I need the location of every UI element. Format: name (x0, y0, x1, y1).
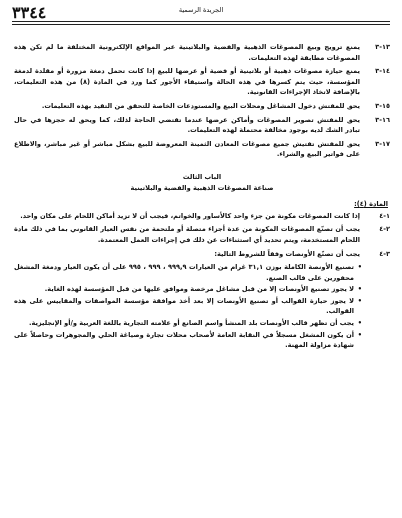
clause-text: يحق للمفتش دخول المشاغل ومحلات البيع والمستودعات الخاصة للتحقق من التقيد بهذه التعليمات. (41, 101, 360, 110)
clause-4-2 (14, 224, 390, 245)
article-label: المادة (٤): (354, 200, 388, 209)
conditions-list (14, 262, 390, 351)
clause-text: يمنع حيازة مصوغات ذهبية أو بلاتينية أو فضية أو عرضها للبيع إذا كانت تحمل دمغة مزورة أو مقلدة لدمغة المؤسسة، حيث يتم كسرها في هذه الحالة واستيفاء الأجور كما ورد في المادة (٨) من هذه التعليمات، بالإضافة لاتخاذ الإجراءات القانونية. (14, 67, 361, 97)
clause-3-17 (14, 139, 390, 160)
clause-number: ١٧-٣ (375, 139, 390, 148)
clause-4-1 (14, 211, 390, 222)
chapter-heading (14, 172, 390, 193)
clause-text: يمنع ترويج وبيع المصوغات الذهبية والفضية والبلاتينية عبر المواقع الإلكترونية المختلفة ما لم تكن هذه المصوغات مطابقة لهذه التعليمات. (14, 43, 360, 62)
clause-3-15 (14, 101, 390, 112)
clause-number: ٢-٤ (379, 225, 390, 234)
clause-3-14 (14, 66, 390, 98)
clause-4-3 (14, 249, 390, 260)
clause-text: يحق للمفتش تفتيش جميع مصوغات المعادن الثمينة المعروضة للبيع بشكل مباشر أو غير مباشر، والاطلاع على فواتير البيع والشراء. (14, 139, 360, 159)
clause-number: ١٦-٣ (375, 115, 390, 124)
list-item: • لا يجوز حيازة القوالب أو تصنيع الأونصات إلا بعد أخذ موافقة مؤسسة المواصفات والمقاييس على هذه القوالب. (14, 296, 390, 317)
list-item: • لا يجوز تصنيع الأونصات إلا من قبل مشاغل مرخصة وموافق عليها من قبل المؤسسة لهذه الغاية. (14, 284, 390, 295)
clause-3-13 (14, 42, 390, 63)
list-item: • أن يكون المشغل مسجلاً في النقابة العامة لأصحاب محلات تجارة وصياغة الحلي والمجوهرات وحاصلاً على شهادة مزاولة المهنة. (14, 330, 390, 351)
clause-number: ١٥-٣ (375, 101, 390, 110)
chapter-title: الباب الثالث (182, 172, 222, 181)
clause-text: يجب أن تصنّع الأونصات وفقاً للشروط التالية: (214, 249, 360, 258)
list-item: • تصنيع الأونصة الكاملة بوزن ٣١,١ غرام من العيارات ٩٩٩,٩ ، ٩٩٩ ، ٩٩٥ على أن يكون العيار ودمغة المشغل محفورين على قالب الصنع. (14, 262, 390, 283)
clause-3-16 (14, 115, 390, 136)
clause-text: إذا كانت المصوغات مكونة من جزء واحد كالأساور والخواتم، فيجب أن لا تزيد أماكن اللحام على مكان واحد. (20, 211, 360, 220)
page-number: ٣٣٤٤ (12, 3, 47, 22)
clause-text: يجب أن تصنّع المصوغات المكونة من عدة أجزاء متصلة أو ملتحمة من نفس العيار القانوني بما في ذلك مادة اللحام المستخدمة، ويتم تحديد أي استثناءات عن ذلك في إجراءات العمل المعتمدة. (14, 225, 360, 244)
clause-text: يحق للمفتش تصوير المصوغات وأماكن عرضها عندما تقتضي الحاجة لذلك، كما ويحق له حجزها في حال تبادر الشك لديه بوجود مخالفة محتملة لهذه التعليمات. (14, 115, 360, 135)
document-body (14, 42, 390, 352)
chapter-subtitle: صناعة المصوغات الذهبية والفضية والبلاتينية (130, 183, 274, 192)
clause-number: ٣-٤ (379, 249, 390, 258)
clause-number: ١٣-٣ (375, 43, 390, 51)
clause-number: ١٤-٣ (375, 67, 390, 76)
clause-number: ١-٤ (379, 211, 390, 220)
header-divider (12, 21, 390, 25)
journal-title: الجريدة الرسمية (178, 6, 224, 14)
list-item: • يجب أن تظهر قالب الأونصات بلد المنشأ واسم الصانع أو علامته التجارية باللغة العربية و/أو الإنجليزية. (14, 318, 390, 329)
